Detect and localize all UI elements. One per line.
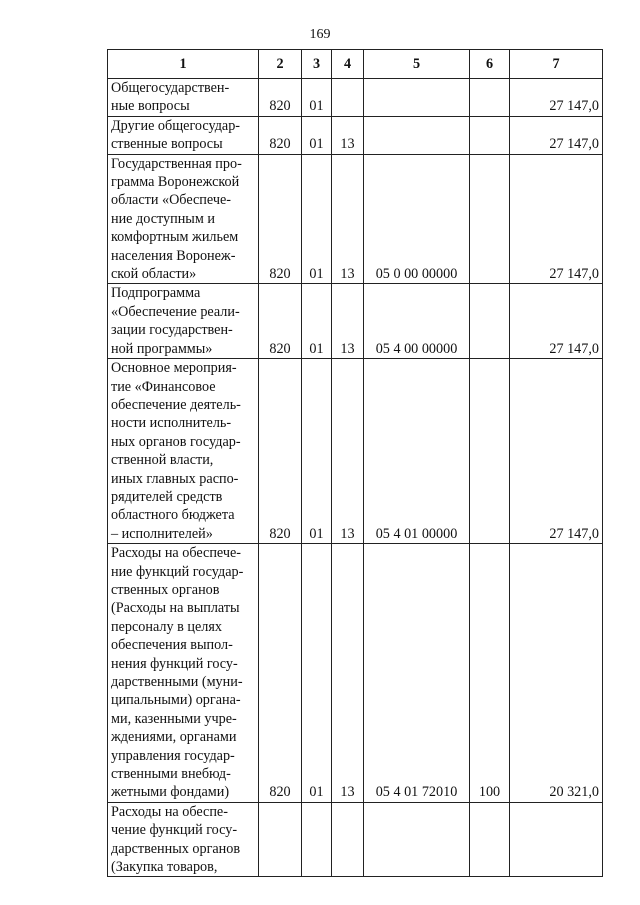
row-cell-col7: 27 147,0 [510, 154, 603, 284]
row-cell-col5 [364, 79, 470, 117]
row-cell-col4: 13 [332, 116, 364, 154]
row-cell-col5 [364, 116, 470, 154]
column-header-1: 1 [108, 50, 259, 79]
row-name-line: ждениями, органами [111, 729, 237, 746]
row-name-line: ственных органов [111, 581, 220, 598]
row-cell-col6: 100 [470, 544, 510, 803]
row-cell-col6 [470, 802, 510, 877]
row-name-line: зации государствен- [111, 322, 233, 339]
row-cell-col2: 820 [259, 284, 302, 359]
table-row [108, 802, 603, 877]
row-name-line: ние доступным и [111, 210, 215, 227]
table-body [108, 79, 603, 877]
row-cell-col5: 05 4 01 72010 [364, 544, 470, 803]
row-name-line: дарственными (муни- [111, 674, 243, 690]
row-name-line: Подпрограмма [111, 285, 201, 302]
column-header-3: 3 [302, 50, 332, 79]
row-name-cell [108, 802, 259, 877]
row-name-line: нения функций госу- [111, 655, 238, 672]
row-cell-col3 [302, 802, 332, 877]
table-row [108, 284, 603, 359]
row-name-line: Расходы на обеспе- [111, 803, 228, 820]
table-row [108, 154, 603, 284]
table-header-row [108, 50, 603, 79]
column-header-5: 5 [364, 50, 470, 79]
column-header-4: 4 [332, 50, 364, 79]
row-cell-col2: 820 [259, 154, 302, 284]
row-name-line: ственные вопросы [111, 136, 223, 153]
row-cell-col7: 27 147,0 [510, 79, 603, 117]
row-name-line: ципальными) органа- [111, 692, 241, 709]
row-cell-col7 [510, 802, 603, 877]
row-name-line: ской области» [111, 266, 197, 283]
row-name-cell [108, 154, 259, 284]
row-name-line: областного бюджета [111, 507, 235, 524]
row-cell-col4 [332, 802, 364, 877]
row-cell-col6 [470, 79, 510, 117]
row-name-line: дарственных органов [111, 840, 241, 857]
row-name-line: населения Воронеж- [111, 247, 236, 264]
row-cell-col6 [470, 284, 510, 359]
table-row [108, 79, 603, 117]
row-cell-col5: 05 4 01 00000 [364, 359, 470, 544]
row-cell-col6 [470, 116, 510, 154]
row-name-line: иных главных распо- [111, 470, 239, 487]
row-cell-col2: 820 [259, 79, 302, 117]
table-row [108, 544, 603, 803]
row-cell-col3: 01 [302, 116, 332, 154]
column-header-6: 6 [470, 50, 510, 79]
row-name-line: области «Обеспече- [111, 192, 231, 209]
row-name-cell [108, 544, 259, 803]
column-header-2: 2 [259, 50, 302, 79]
row-cell-col4: 13 [332, 154, 364, 284]
row-cell-col6 [470, 359, 510, 544]
row-cell-col4: 13 [332, 284, 364, 359]
row-cell-col6 [470, 154, 510, 284]
row-cell-col4 [332, 79, 364, 117]
row-name-line: обеспечения выпол- [111, 637, 233, 654]
row-cell-col5: 05 4 00 00000 [364, 284, 470, 359]
row-cell-col4: 13 [332, 359, 364, 544]
row-name-line: Другие общегосудар- [111, 117, 241, 134]
row-name-line: комфортным жильем [111, 229, 239, 246]
row-name-line: Расходы на обеспече- [111, 545, 242, 562]
row-name-line: ные вопросы [111, 98, 190, 115]
row-name-line: Основное мероприя- [111, 360, 237, 377]
row-cell-col7: 27 147,0 [510, 284, 603, 359]
row-name-line: жетными фондами) [111, 784, 230, 801]
row-name-line: ности исполнитель- [111, 415, 232, 432]
row-name-line: ние функций государ- [111, 563, 244, 580]
row-name-line: ственной власти, [111, 452, 214, 469]
row-cell-col7: 27 147,0 [510, 116, 603, 154]
row-name-line: ных органов государ- [111, 433, 241, 450]
column-header-7: 7 [510, 50, 603, 79]
row-cell-col4: 13 [332, 544, 364, 803]
row-name-cell [108, 79, 259, 117]
budget-table [107, 49, 603, 877]
row-name-line: ми, казенными учре- [111, 710, 237, 727]
row-name-line: персоналу в целях [111, 618, 222, 635]
row-name-line: ственными внебюд- [111, 766, 231, 783]
row-name-line: грамма Воронежской [111, 174, 240, 191]
row-name-line: рядителей средств [111, 488, 223, 505]
row-cell-col2: 820 [259, 116, 302, 154]
row-name-line: управления государ- [111, 747, 235, 764]
row-cell-col3: 01 [302, 359, 332, 544]
row-cell-col2 [259, 802, 302, 877]
row-cell-col5: 05 0 00 00000 [364, 154, 470, 284]
row-cell-col3: 01 [302, 79, 332, 117]
row-cell-col7: 20 321,0 [510, 544, 603, 803]
row-name-line: обеспечение деятель- [111, 396, 241, 413]
row-cell-col3: 01 [302, 154, 332, 284]
table-row [108, 359, 603, 544]
row-name-cell [108, 284, 259, 359]
row-name-line: – исполнителей» [111, 525, 213, 542]
row-cell-col2: 820 [259, 544, 302, 803]
row-cell-col3: 01 [302, 284, 332, 359]
row-cell-col3: 01 [302, 544, 332, 803]
row-name-line: чение функций госу- [111, 822, 238, 839]
row-name-cell [108, 116, 259, 154]
row-cell-col5 [364, 802, 470, 877]
row-name-cell [108, 359, 259, 544]
row-cell-col7: 27 147,0 [510, 359, 603, 544]
page-number: 169 [309, 27, 331, 42]
row-cell-col2: 820 [259, 359, 302, 544]
row-name-line: тие «Финансовое [111, 378, 216, 395]
row-name-line: ной программы» [111, 340, 213, 357]
row-name-line: (Закупка товаров, [111, 859, 218, 876]
row-name-line: (Расходы на выплаты [111, 600, 240, 617]
table-row [108, 116, 603, 154]
row-name-line: Общегосударствен- [111, 80, 230, 96]
row-name-line: «Обеспечение реали- [111, 303, 240, 320]
row-name-line: Государственная про- [111, 155, 242, 172]
